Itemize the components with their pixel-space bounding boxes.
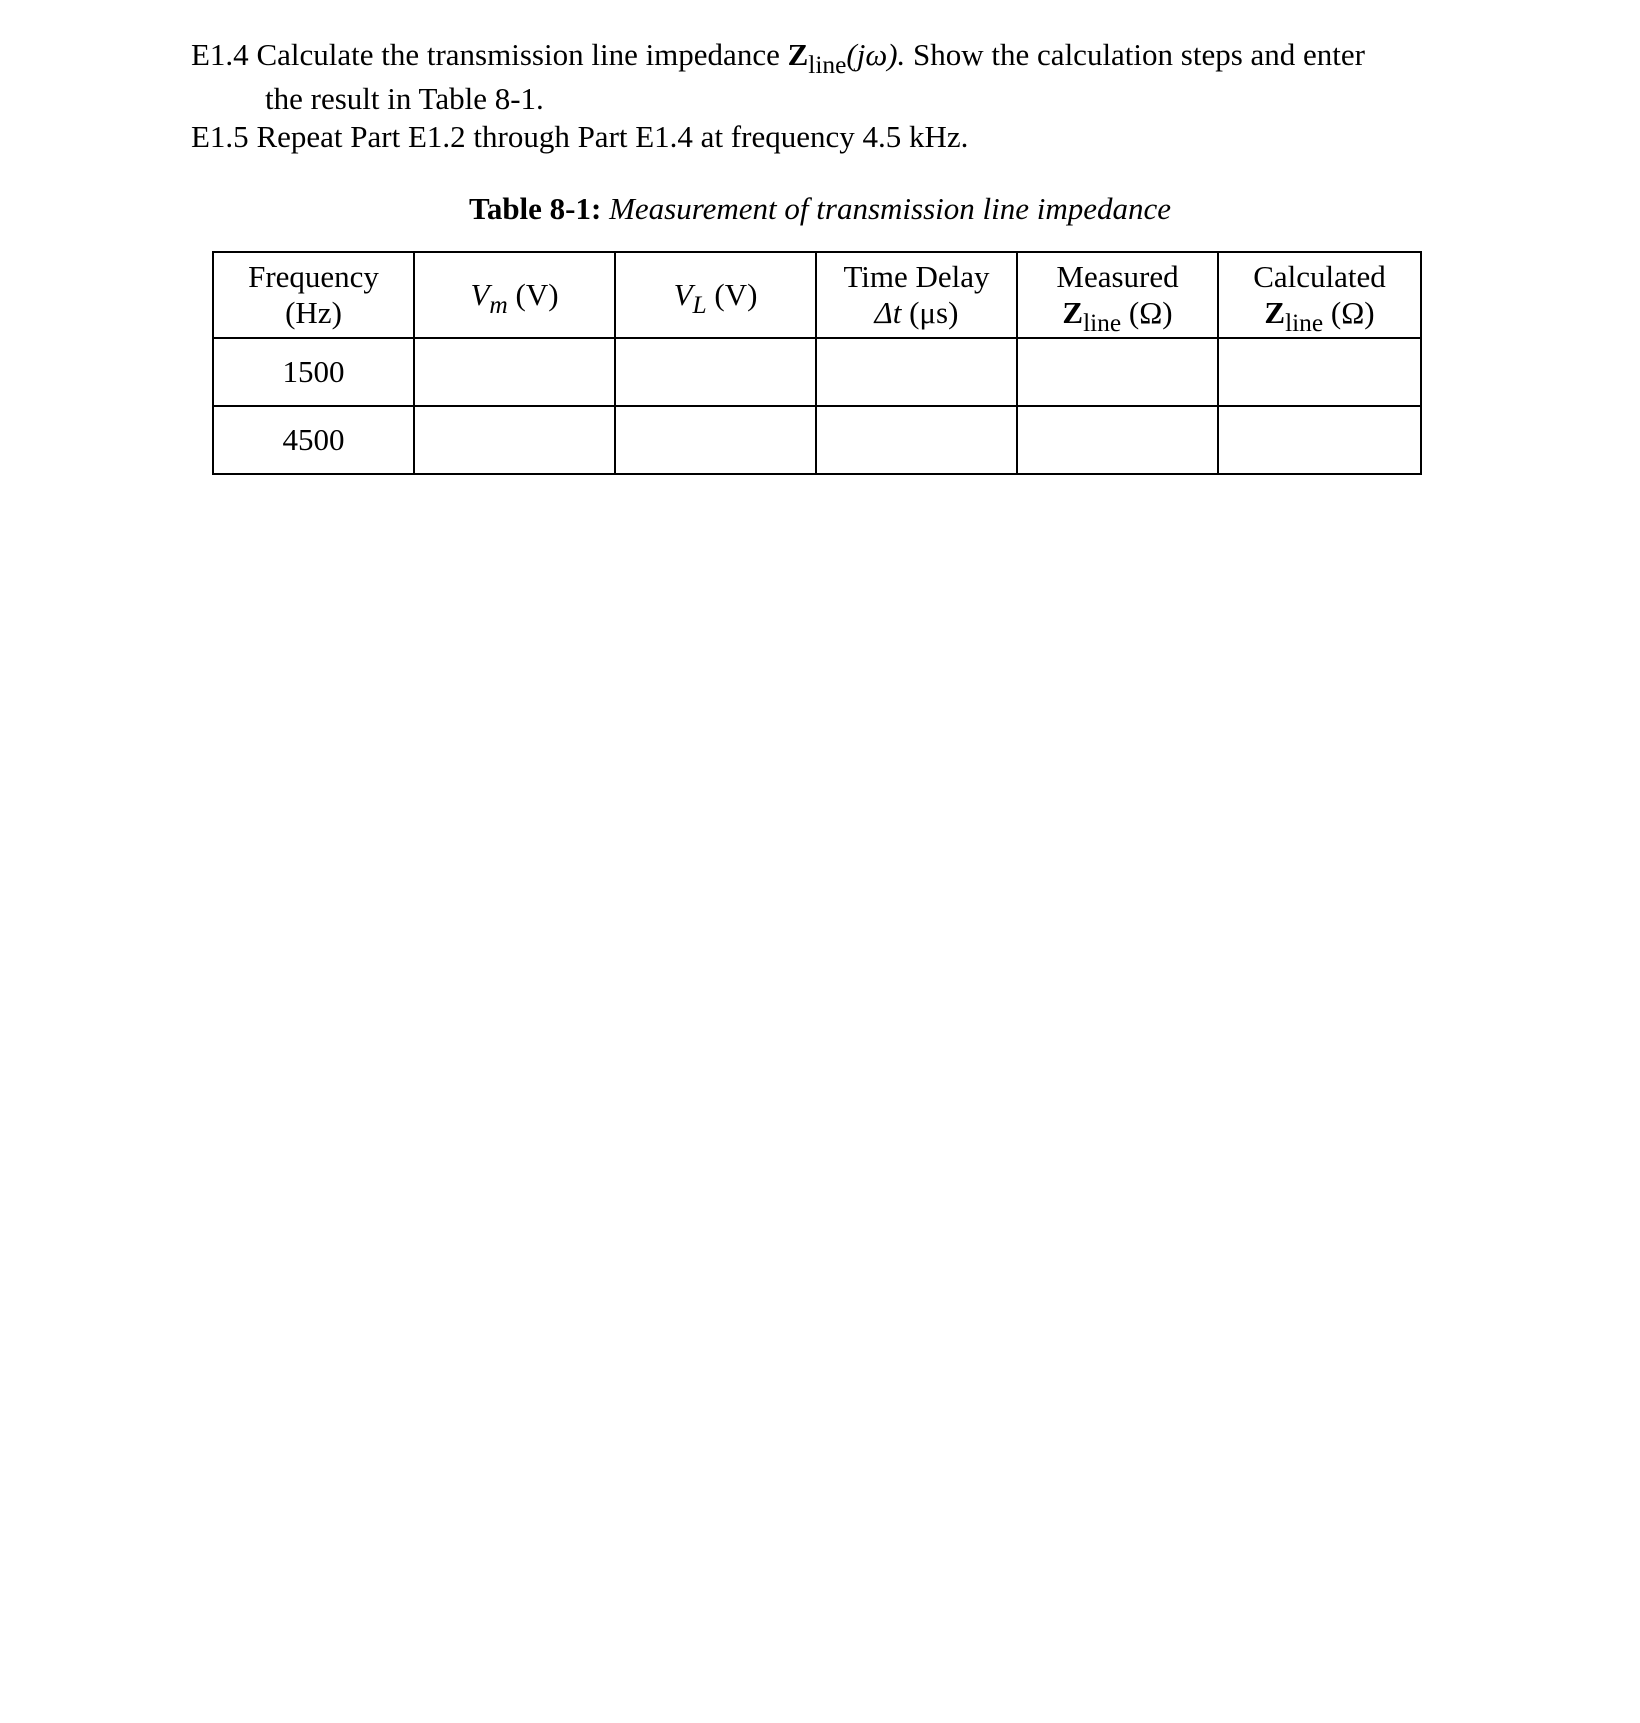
cell-vl[interactable] bbox=[615, 406, 816, 474]
caption-text: Measurement of transmission line impedance bbox=[609, 191, 1172, 226]
paragraph-e1-4 bbox=[191, 37, 1365, 80]
paragraph-text: the result in Table 8-1. bbox=[265, 81, 544, 116]
table-header-row bbox=[213, 252, 1421, 338]
header-vl: $V_L$ (V) bbox=[615, 252, 816, 338]
item-number: E1.4 bbox=[191, 37, 249, 72]
impedance-subscript: line bbox=[808, 51, 847, 80]
paragraph-e1-4-continued bbox=[265, 83, 544, 114]
cell-frequency: 1500 bbox=[213, 338, 414, 406]
paragraph-text: Show the calculation steps and enter bbox=[913, 37, 1365, 72]
cell-time-delay[interactable] bbox=[816, 338, 1017, 406]
cell-calculated-z[interactable] bbox=[1218, 338, 1421, 406]
paragraph-e1-5 bbox=[191, 121, 968, 152]
item-number: E1.5 bbox=[191, 119, 249, 154]
cell-measured-z[interactable] bbox=[1017, 338, 1218, 406]
header-time-delay: Time Delay Δt (μs) bbox=[816, 252, 1017, 338]
cell-calculated-z[interactable] bbox=[1218, 406, 1421, 474]
measurement-table bbox=[212, 251, 1422, 475]
cell-vl[interactable] bbox=[615, 338, 816, 406]
cell-frequency: 4500 bbox=[213, 406, 414, 474]
cell-measured-z[interactable] bbox=[1017, 406, 1218, 474]
header-frequency: Frequency (Hz) bbox=[213, 252, 414, 338]
impedance-symbol: Z bbox=[787, 37, 809, 72]
cell-vm[interactable] bbox=[414, 338, 615, 406]
table-caption bbox=[0, 193, 1640, 224]
header-measured-z: Measured $Z_{line}$ (Ω) bbox=[1017, 252, 1218, 338]
header-vm: $V_m$ (V) bbox=[414, 252, 615, 338]
paragraph-text: Calculate the transmission line impedance bbox=[256, 37, 780, 72]
paragraph-text: Repeat Part E1.2 through Part E1.4 at frequency 4.5 kHz. bbox=[256, 119, 969, 154]
cell-time-delay[interactable] bbox=[816, 406, 1017, 474]
table-row bbox=[213, 338, 1421, 406]
header-calculated-z: Calculated $Z_{line}$ (Ω) bbox=[1218, 252, 1421, 338]
cell-vm[interactable] bbox=[414, 406, 615, 474]
frequency-argument: (jω). bbox=[846, 37, 906, 72]
caption-label: Table 8-1: bbox=[468, 191, 602, 226]
table-row bbox=[213, 406, 1421, 474]
